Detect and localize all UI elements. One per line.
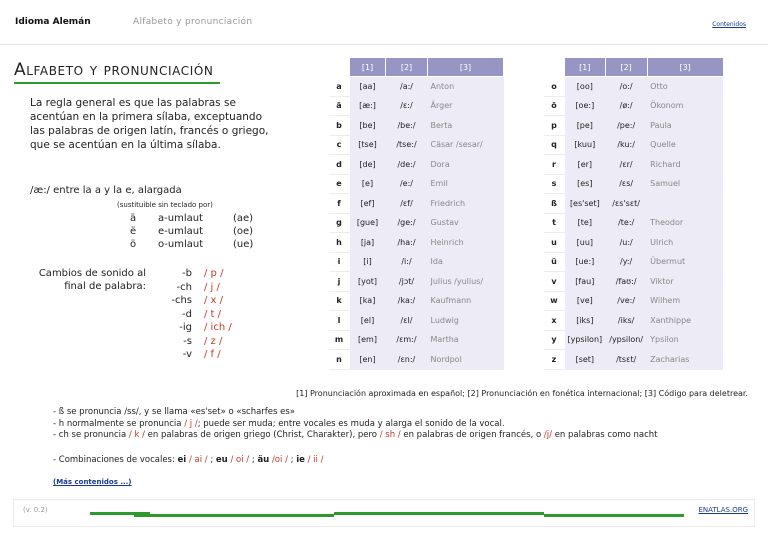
pronunciation-cell: Dora xyxy=(428,155,504,175)
pronunciation-cell: /iks/ xyxy=(605,311,647,331)
ending-row: -d / t / xyxy=(182,308,222,320)
pronunciation-cell: [er] xyxy=(565,155,606,175)
letter-row xyxy=(329,252,504,272)
pronunciation-cell: Friedrich xyxy=(428,194,504,214)
pronunciation-cell xyxy=(647,194,723,214)
pronunciation-cell: Emil xyxy=(428,174,504,194)
letter-row xyxy=(329,330,504,350)
letter-cell: p xyxy=(544,116,565,136)
pronunciation-cell: Ökonom xyxy=(647,96,723,116)
pronunciation-cell: Richard xyxy=(647,155,723,175)
vowel-combinations: - Combinaciones de vocales: ei / ai / ; eu / oi / ; äu /oi / ; ie / ii / xyxy=(53,455,324,465)
pronunciation-cell: [el] xyxy=(350,311,386,331)
pronunciation-cell: Wilhem xyxy=(647,291,723,311)
ae-label: /æ:/ entre la a y la e, alargada xyxy=(30,185,182,196)
pronunciation-cell: [es'set] xyxy=(565,194,606,214)
page-subtitle: Alfabeto y pronunciación xyxy=(133,17,253,27)
note-h: - h normalmente se pronuncia / j /; puede ser muda; entre vocales es muda y alarga el sonido de la vocal. xyxy=(53,418,505,429)
pronunciation-cell: [gue] xyxy=(350,213,386,233)
letter-row xyxy=(329,174,504,194)
letter-cell: s xyxy=(544,174,565,194)
letter-row xyxy=(329,116,504,136)
pronunciation-cell: /ku:/ xyxy=(605,135,647,155)
cambios-label: Cambios de sonido al final de palabra: xyxy=(38,268,146,292)
pronunciation-cell: Cäsar /sesar/ xyxy=(428,135,504,155)
letter-cell: l xyxy=(329,311,350,331)
pronunciation-cell: [i] xyxy=(350,252,386,272)
pronunciation-cell: [te] xyxy=(565,213,606,233)
letter-row xyxy=(329,155,504,175)
pronunciation-cell: [em] xyxy=(350,330,386,350)
pronunciation-notes xyxy=(53,407,657,442)
pronunciation-cell: Kaufmann xyxy=(428,291,504,311)
top-divider xyxy=(0,44,768,45)
version-label: (v. 0.2) xyxy=(23,506,48,514)
pronunciation-cell: [e] xyxy=(350,174,386,194)
letter-row xyxy=(544,233,724,253)
pronunciation-cell: [ue:] xyxy=(565,252,606,272)
letter-cell: k xyxy=(329,291,350,311)
alphabet-table-left xyxy=(328,57,504,370)
pronunciation-cell: [ypsilon] xyxy=(565,330,606,350)
pronunciation-cell: Paula xyxy=(647,116,723,136)
pronunciation-cell: /ve:/ xyxy=(605,291,647,311)
pronunciation-cell: Quelle xyxy=(647,135,723,155)
pronunciation-cell: /ha:/ xyxy=(386,233,428,253)
letter-row xyxy=(544,311,724,331)
letter-row xyxy=(329,291,504,311)
letter-cell: u xyxy=(544,233,565,253)
letter-row xyxy=(544,213,724,233)
letter-cell: o xyxy=(544,77,565,97)
column-header: [2] xyxy=(605,58,647,77)
pronunciation-cell: [set] xyxy=(565,350,606,370)
letter-cell: y xyxy=(544,330,565,350)
letter-row xyxy=(329,350,504,370)
letter-cell: b xyxy=(329,116,350,136)
letter-cell: g xyxy=(329,213,350,233)
pronunciation-cell: Ludwig xyxy=(428,311,504,331)
pronunciation-cell: [de] xyxy=(350,155,386,175)
letter-row xyxy=(544,272,724,292)
pronunciation-cell: Zacharias xyxy=(647,350,723,370)
footer-bar xyxy=(134,514,334,517)
letter-cell: z xyxy=(544,350,565,370)
note-ch: - ch se pronuncia / k / en palabras de origen griego (Christ, Charakter), pero / sh / en palabras de origen francés, o /j/ en palabras como nacht xyxy=(53,430,658,440)
letter-cell: f xyxy=(329,194,350,214)
pronunciation-cell: Berta xyxy=(428,116,504,136)
pronunciation-cell: /a:/ xyxy=(386,77,428,97)
pronunciation-cell: /ɛ:/ xyxy=(386,96,428,116)
pronunciation-cell: /tsɛt/ xyxy=(605,350,647,370)
letter-row xyxy=(329,77,504,97)
letter-row xyxy=(544,252,724,272)
site-language-title: Idioma Alemán xyxy=(15,17,91,27)
pronunciation-cell: [oo] xyxy=(565,77,606,97)
pronunciation-cell: /ypsilon/ xyxy=(605,330,647,350)
pronunciation-cell: /e:/ xyxy=(386,174,428,194)
column-header: [3] xyxy=(428,58,504,77)
letter-cell: e xyxy=(329,174,350,194)
pronunciation-cell: /jɔt/ xyxy=(386,272,428,292)
pronunciation-cell: /be:/ xyxy=(386,116,428,136)
pronunciation-cell: /o:/ xyxy=(605,77,647,97)
pronunciation-cell: /faʊ:/ xyxy=(605,272,647,292)
note-eszett: - ß se pronuncia /ss/, y se llama «es'set» o «scharfes es» xyxy=(53,407,295,417)
pronunciation-cell: [iks] xyxy=(565,311,606,331)
ending-row: -v / f / xyxy=(182,349,221,360)
letter-cell: v xyxy=(544,272,565,292)
ending-row: -ch / j / xyxy=(176,281,220,293)
column-header: [1] xyxy=(565,58,606,77)
letter-row xyxy=(329,311,504,331)
column-header: [2] xyxy=(386,58,428,77)
pronunciation-cell: Samuel xyxy=(647,174,723,194)
ending-row: -chs / x / xyxy=(171,295,224,306)
pronunciation-cell: [pe] xyxy=(565,116,606,136)
column-header: [3] xyxy=(647,58,723,77)
pronunciation-cell: Viktor xyxy=(647,272,723,292)
footer-bar xyxy=(334,512,544,515)
pronunciation-cell: Ärger xyxy=(428,96,504,116)
pronunciation-cell: /ɛr/ xyxy=(605,155,647,175)
pronunciation-cell: [tse] xyxy=(350,135,386,155)
pronunciation-cell: Ypsilon xyxy=(647,330,723,350)
alphabet-table-right xyxy=(543,57,724,370)
ending-row: -ig / ich / xyxy=(179,322,232,333)
pronunciation-cell: [en] xyxy=(350,350,386,370)
table-footnote: [1] Pronunciación aproximada en español; [2] Pronunciación en fonética internacional; [3] Código para deletrear. xyxy=(296,389,748,398)
pronunciation-cell: Übermut xyxy=(647,252,723,272)
letter-row xyxy=(544,291,724,311)
letter-cell: m xyxy=(329,330,350,350)
pronunciation-cell: /ɛf/ xyxy=(386,194,428,214)
pronunciation-cell: Theodor xyxy=(647,213,723,233)
pronunciation-cell: /tse:/ xyxy=(386,135,428,155)
letter-cell: w xyxy=(544,291,565,311)
ending-row: -b / p / xyxy=(182,268,224,279)
top-bar xyxy=(0,0,768,44)
umlaut-row: ë e-umlaut (oe) xyxy=(130,226,254,237)
letter-cell: d xyxy=(329,155,350,175)
pronunciation-cell: /i:/ xyxy=(386,252,428,272)
letter-row xyxy=(544,135,724,155)
letter-cell: ü xyxy=(544,252,565,272)
pronunciation-cell: [aa] xyxy=(350,77,386,97)
letter-cell: a xyxy=(329,77,350,97)
letter-cell: h xyxy=(329,233,350,253)
mas-contenidos-link[interactable]: (Más contenidos ...) xyxy=(53,478,132,486)
pronunciation-cell: /y:/ xyxy=(605,252,647,272)
pronunciation-cell: /te:/ xyxy=(605,213,647,233)
pronunciation-cell: [be] xyxy=(350,116,386,136)
intro-paragraph: La regla general es que las palabras se acentúan en la primera sílaba, exceptuando las palabras de origen latín, francés o griego, que se acentúan en la última sílaba. xyxy=(30,97,269,151)
pronunciation-cell: Martha xyxy=(428,330,504,350)
letter-row xyxy=(544,350,724,370)
pronunciation-cell: /ø:/ xyxy=(605,96,647,116)
pronunciation-cell: Nordpol xyxy=(428,350,504,370)
pronunciation-cell: /pe:/ xyxy=(605,116,647,136)
umlaut-row: ä a-umlaut (ae) xyxy=(130,213,254,224)
pronunciation-cell: Julius /yulius/ xyxy=(428,272,504,292)
letter-row xyxy=(544,174,724,194)
letter-row xyxy=(329,96,504,116)
letter-cell: t xyxy=(544,213,565,233)
letter-cell: r xyxy=(544,155,565,175)
pronunciation-cell: Anton xyxy=(428,77,504,97)
umlaut-note: (sustituible sin teclado por) xyxy=(117,201,213,209)
letter-cell: ö xyxy=(544,96,565,116)
letter-row xyxy=(329,194,504,214)
letter-row xyxy=(544,77,724,97)
title-underline xyxy=(14,82,220,84)
letter-cell: i xyxy=(329,252,350,272)
pronunciation-cell: Otto xyxy=(647,77,723,97)
contenidos-link[interactable]: Contenidos xyxy=(712,21,746,28)
letter-row xyxy=(329,213,504,233)
footer xyxy=(13,499,755,527)
letter-cell: x xyxy=(544,311,565,331)
pronunciation-cell: Ida xyxy=(428,252,504,272)
mas-contenidos xyxy=(53,478,132,486)
pronunciation-cell: [kuu] xyxy=(565,135,606,155)
pronunciation-cell: [oe:] xyxy=(565,96,606,116)
letter-row xyxy=(544,194,724,214)
letter-row xyxy=(544,96,724,116)
column-header: [1] xyxy=(350,58,386,77)
letter-row xyxy=(329,272,504,292)
footer-bar xyxy=(544,514,684,517)
letter-row xyxy=(329,135,504,155)
letter-cell: n xyxy=(329,350,350,370)
umlaut-row: ö o-umlaut (ue) xyxy=(130,239,254,250)
pronunciation-cell: [yot] xyxy=(350,272,386,292)
pronunciation-cell: [uu] xyxy=(565,233,606,253)
pronunciation-cell: [es] xyxy=(565,174,606,194)
letter-cell: q xyxy=(544,135,565,155)
pronunciation-cell: /ge:/ xyxy=(386,213,428,233)
letter-row xyxy=(544,116,724,136)
pronunciation-cell: [æ:] xyxy=(350,96,386,116)
pronunciation-cell: [ef] xyxy=(350,194,386,214)
letter-row xyxy=(544,155,724,175)
enatlas-link[interactable]: ENATLAS.ORG xyxy=(698,506,748,514)
letter-cell: j xyxy=(329,272,350,292)
pronunciation-cell: /ɛs'sɛt/ xyxy=(605,194,647,214)
pronunciation-cell: [ve] xyxy=(565,291,606,311)
pronunciation-cell: [fau] xyxy=(565,272,606,292)
pronunciation-cell: [ja] xyxy=(350,233,386,253)
pronunciation-cell: /u:/ xyxy=(605,233,647,253)
letter-cell: ä xyxy=(329,96,350,116)
letter-row xyxy=(544,330,724,350)
pronunciation-cell: /ka:/ xyxy=(386,291,428,311)
pronunciation-cell: Heinrich xyxy=(428,233,504,253)
letter-row xyxy=(329,233,504,253)
page-title: Alfabeto y pronunciación xyxy=(14,60,214,80)
pronunciation-cell: Ulrich xyxy=(647,233,723,253)
pronunciation-cell: /ɛm:/ xyxy=(386,330,428,350)
pronunciation-cell: /ɛl/ xyxy=(386,311,428,331)
pronunciation-cell: Xanthippe xyxy=(647,311,723,331)
umlaut-list xyxy=(130,212,253,251)
pronunciation-cell: Gustav xyxy=(428,213,504,233)
pronunciation-cell: /de:/ xyxy=(386,155,428,175)
pronunciation-cell: [ka] xyxy=(350,291,386,311)
pronunciation-cell: /ɛn:/ xyxy=(386,350,428,370)
letter-cell: ß xyxy=(544,194,565,214)
endings-list xyxy=(150,267,232,362)
pronunciation-cell: /ɛs/ xyxy=(605,174,647,194)
letter-cell: c xyxy=(329,135,350,155)
ending-row: -s / z / xyxy=(183,335,223,347)
